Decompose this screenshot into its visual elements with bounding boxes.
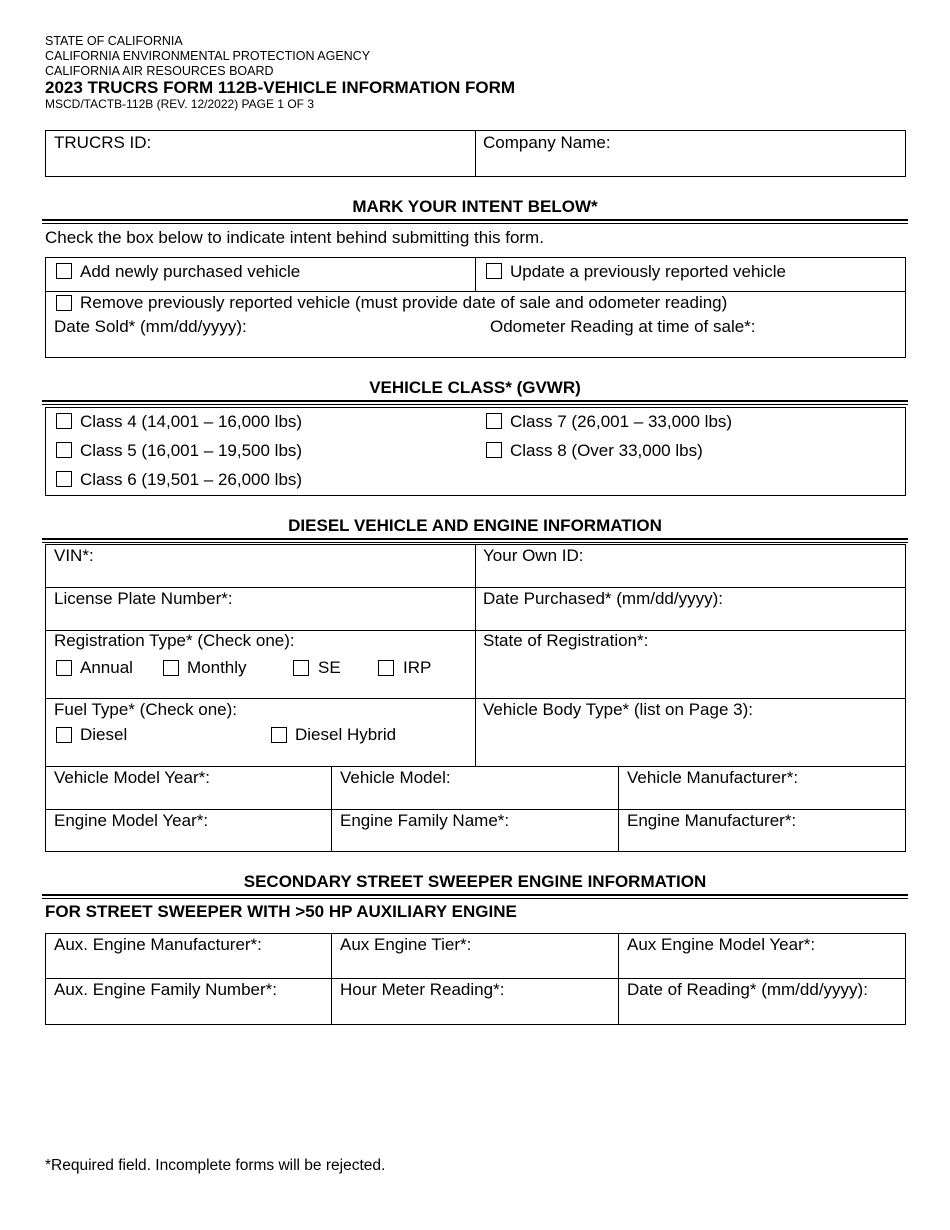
divider — [45, 978, 906, 979]
engine-family-field[interactable]: Engine Family Name*: — [340, 811, 510, 830]
section-rule — [42, 894, 908, 899]
form-title: 2023 TRUCRS FORM 112B-VEHICLE INFORMATION FORM — [45, 78, 516, 97]
aux-manufacturer-field[interactable]: Aux. Engine Manufacturer*: — [54, 935, 262, 954]
state-label: STATE OF CALIFORNIA — [45, 34, 183, 48]
reg-monthly-checkbox[interactable] — [163, 660, 179, 676]
vehicle-manufacturer-field[interactable]: Vehicle Manufacturer*: — [627, 768, 799, 787]
divider — [618, 766, 619, 852]
remove-vehicle-label: Remove previously reported vehicle (must provide date of sale and odometer reading) — [80, 293, 728, 312]
state-registration-field[interactable]: State of Registration*: — [483, 631, 649, 650]
reg-monthly-label: Monthly — [187, 658, 247, 677]
divider — [45, 698, 906, 699]
class8-label: Class 8 (Over 33,000 lbs) — [510, 441, 703, 460]
board-label: CALIFORNIA AIR RESOURCES BOARD — [45, 64, 274, 78]
reg-se-checkbox[interactable] — [293, 660, 309, 676]
section-rule — [42, 400, 908, 405]
class6-checkbox[interactable] — [56, 471, 72, 487]
date-sold-field[interactable]: Date Sold* (mm/dd/yyyy): — [54, 317, 247, 336]
class7-checkbox[interactable] — [486, 413, 502, 429]
intent-section-title: MARK YOUR INTENT BELOW* — [352, 197, 598, 216]
body-type-field[interactable]: Vehicle Body Type* (list on Page 3): — [483, 700, 753, 719]
reg-annual-checkbox[interactable] — [56, 660, 72, 676]
divider — [331, 766, 332, 852]
divider — [45, 587, 906, 588]
date-reading-field[interactable]: Date of Reading* (mm/dd/yyyy): — [627, 980, 868, 999]
divider — [331, 933, 332, 1025]
remove-vehicle-checkbox[interactable] — [56, 295, 72, 311]
divider — [45, 291, 906, 292]
vehicle-class-title: VEHICLE CLASS* (GVWR) — [369, 378, 581, 397]
fuel-type-label: Fuel Type* (Check one): — [54, 700, 237, 719]
aux-family-field[interactable]: Aux. Engine Family Number*: — [54, 980, 277, 999]
agency-header — [45, 34, 370, 79]
reg-se-label: SE — [318, 658, 341, 677]
fuel-hybrid-label: Diesel Hybrid — [295, 725, 397, 744]
aux-tier-field[interactable]: Aux Engine Tier*: — [340, 935, 472, 954]
class4-label: Class 4 (14,001 – 16,000 lbs) — [80, 412, 303, 431]
vehicle-model-field[interactable]: Vehicle Model: — [340, 768, 451, 787]
divider — [45, 766, 906, 767]
reg-annual-label: Annual — [80, 658, 133, 677]
hour-meter-field[interactable]: Hour Meter Reading*: — [340, 980, 505, 999]
class5-checkbox[interactable] — [56, 442, 72, 458]
registration-type-label: Registration Type* (Check one): — [54, 631, 295, 650]
sweeper-subtitle: FOR STREET SWEEPER WITH >50 HP AUXILIARY ENGINE — [45, 902, 517, 921]
class7-label: Class 7 (26,001 – 33,000 lbs) — [510, 412, 733, 431]
aux-model-year-field[interactable]: Aux Engine Model Year*: — [627, 935, 816, 954]
intent-instruction: Check the box below to indicate intent behind submitting this form. — [45, 228, 544, 247]
section-rule — [42, 538, 908, 543]
class5-label: Class 5 (16,001 – 19,500 lbs) — [80, 441, 303, 460]
required-note: *Required field. Incomplete forms will be rejected. — [45, 1157, 386, 1174]
fuel-diesel-label: Diesel — [80, 725, 128, 744]
date-purchased-field[interactable]: Date Purchased* (mm/dd/yyyy): — [483, 589, 723, 608]
divider — [45, 809, 906, 810]
class4-checkbox[interactable] — [56, 413, 72, 429]
class6-label: Class 6 (19,501 – 26,000 lbs) — [80, 470, 303, 489]
reg-irp-checkbox[interactable] — [378, 660, 394, 676]
divider — [475, 544, 476, 767]
section-rule — [42, 219, 908, 224]
divider — [618, 933, 619, 1025]
sweeper-section-title: SECONDARY STREET SWEEPER ENGINE INFORMATION — [243, 872, 707, 891]
license-plate-field[interactable]: License Plate Number*: — [54, 589, 233, 608]
fuel-hybrid-checkbox[interactable] — [271, 727, 287, 743]
divider — [475, 257, 476, 292]
update-vehicle-label: Update a previously reported vehicle — [510, 262, 786, 281]
divider — [475, 130, 476, 177]
reg-irp-label: IRP — [403, 658, 432, 677]
add-vehicle-checkbox[interactable] — [56, 263, 72, 279]
agency-label: CALIFORNIA ENVIRONMENTAL PROTECTION AGENCY — [45, 49, 371, 63]
form-revision: MSCD/TACTB-112B (REV. 12/2022) PAGE 1 OF 3 — [45, 97, 314, 111]
model-year-field[interactable]: Vehicle Model Year*: — [54, 768, 210, 787]
engine-manufacturer-field[interactable]: Engine Manufacturer*: — [627, 811, 797, 830]
odometer-field[interactable]: Odometer Reading at time of sale*: — [490, 317, 756, 336]
diesel-section-title: DIESEL VEHICLE AND ENGINE INFORMATION — [288, 516, 662, 535]
vin-field[interactable]: VIN*: — [54, 546, 94, 565]
own-id-field[interactable]: Your Own ID: — [483, 546, 584, 565]
add-vehicle-label: Add newly purchased vehicle — [80, 262, 301, 281]
trucrs-id-field[interactable]: TRUCRS ID: — [54, 133, 152, 152]
update-vehicle-checkbox[interactable] — [486, 263, 502, 279]
fuel-diesel-checkbox[interactable] — [56, 727, 72, 743]
class8-checkbox[interactable] — [486, 442, 502, 458]
company-name-field[interactable]: Company Name: — [483, 133, 611, 152]
engine-model-year-field[interactable]: Engine Model Year*: — [54, 811, 209, 830]
